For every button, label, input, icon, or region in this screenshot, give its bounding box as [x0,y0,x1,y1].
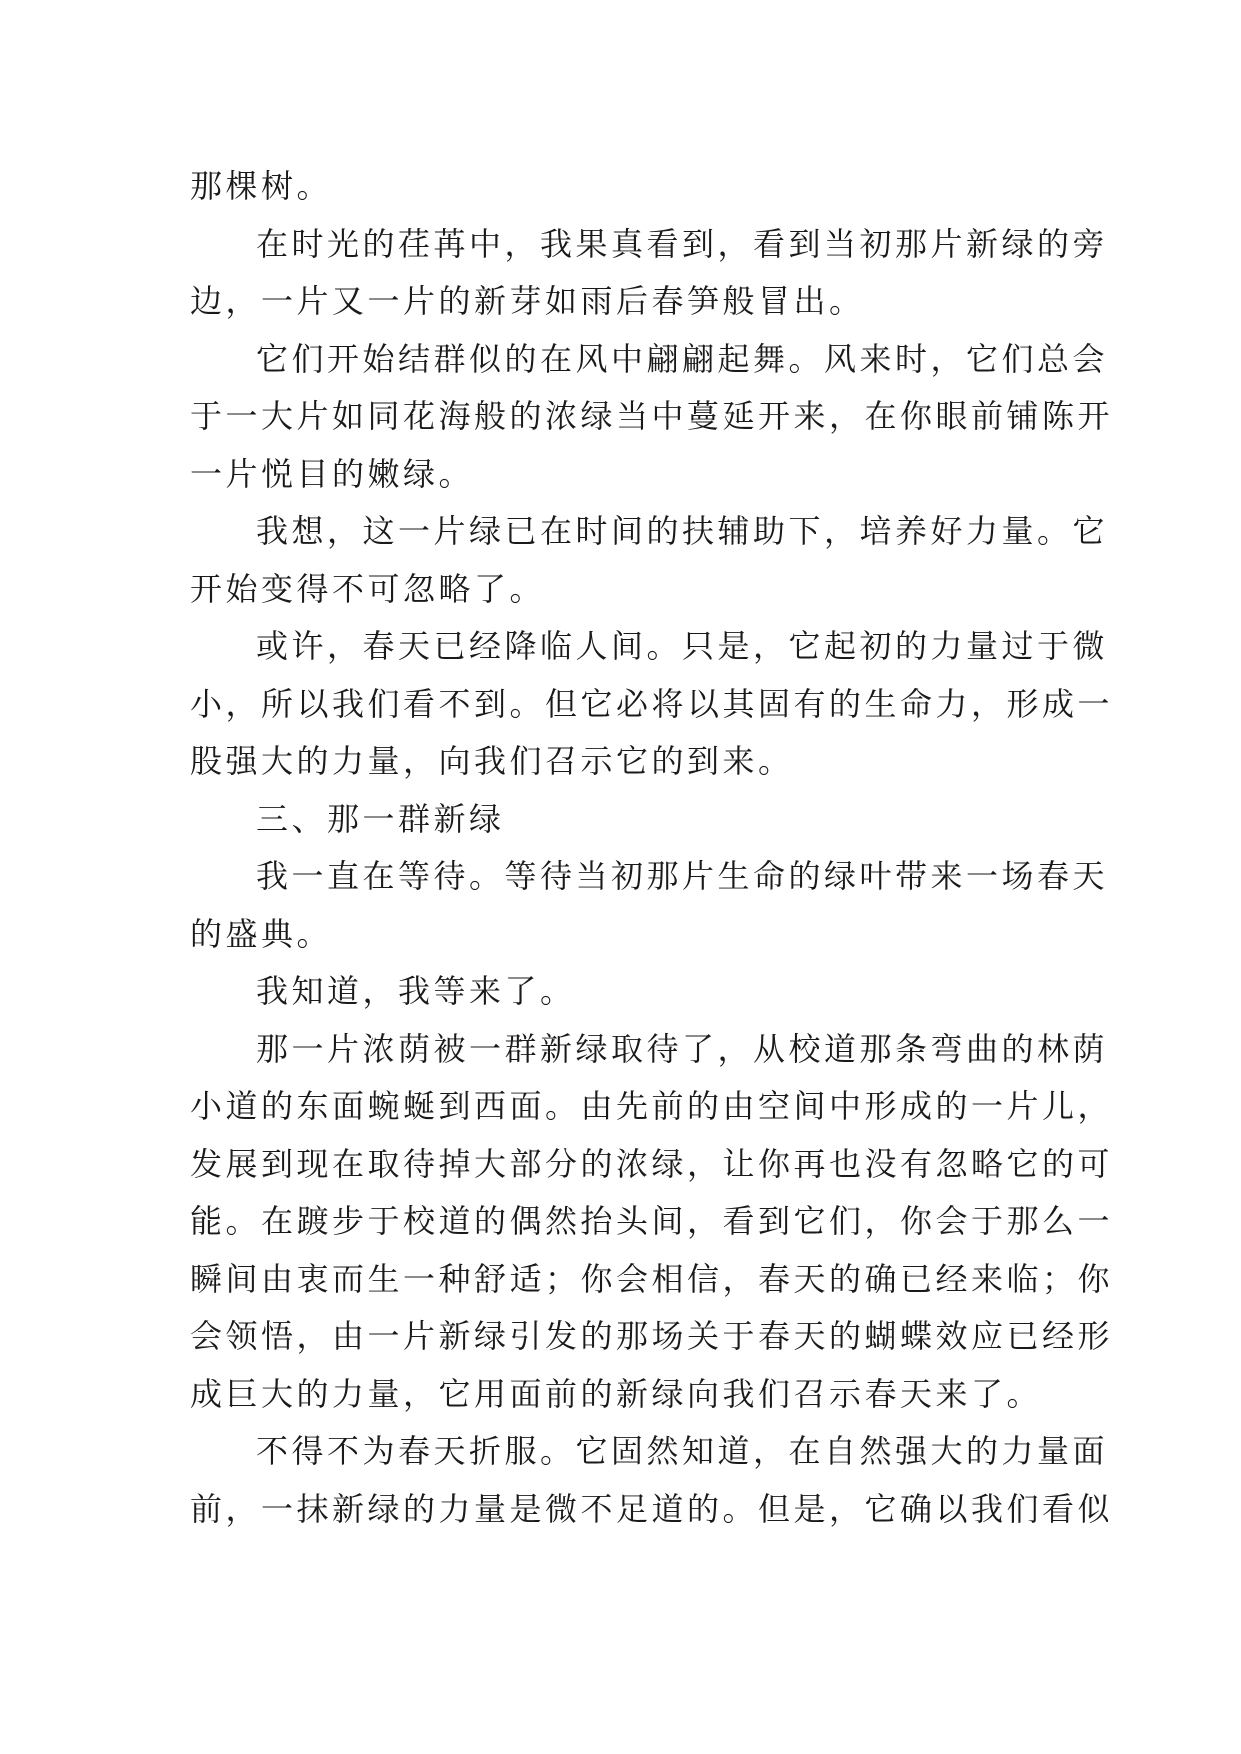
text-line: 我一直在等待。等待当初那片生命的绿叶带来一场春天 [256,857,1109,895]
document-body [190,158,1114,1538]
text-line: 在时光的荏苒中，我果真看到，看到当初那片新绿的旁 [256,224,1109,263]
text-line: 三、那一群新绿 [256,799,505,838]
text-line: 小，所以我们看不到。但它必将以其固有的生命力，形成一 [190,684,1114,723]
text-line: 那棵树。 [190,167,333,205]
text-line: 瞬间由衷而生一种舒适；你会相信，春天的确已经来临；你 [190,1259,1114,1298]
text-line: 股强大的力量，向我们召示它的到来。 [190,742,794,780]
text-line: 我想，这一片绿已在时间的扶辅助下，培养好力量。它 [256,512,1109,550]
text-line: 不得不为春天折服。它固然知道，在自然强大的力量面 [256,1432,1109,1470]
text-line: 会领悟，由一片新绿引发的那场关于春天的蝴蝶效应已经形 [190,1317,1114,1355]
text-line: 成巨大的力量，它用面前的新绿向我们召示春天来了。 [190,1374,1043,1413]
text-line: 发展到现在取待掉大部分的浓绿，让你再也没有忽略它的可 [190,1144,1114,1183]
text-line: 一片悦目的嫩绿。 [190,454,475,493]
text-line: 那一片浓荫被一群新绿取待了，从校道那条弯曲的林荫 [256,1029,1109,1068]
text-line: 开始变得不可忽略了。 [190,569,546,608]
text-line: 我知道，我等来了。 [256,972,576,1010]
text-line: 小道的东面蜿蜒到西面。由先前的由空间中形成的一片儿， [190,1087,1114,1125]
text-line: 它们开始结群似的在风中翩翩起舞。风来时，它们总会 [256,339,1109,378]
text-line: 能。在踱步于校道的偶然抬头间，看到它们，你会于那么一 [190,1202,1114,1240]
text-line: 边，一片又一片的新芽如雨后春笋般冒出。 [190,282,865,320]
text-line: 的盛典。 [190,914,333,953]
text-line: 或许，春天已经降临人间。只是，它起初的力量过于微 [256,627,1109,665]
text-line: 前，一抹新绿的力量是微不足道的。但是，它确以我们看似 [190,1489,1114,1528]
text-line: 于一大片如同花海般的浓绿当中蔓延开来，在你眼前铺陈开 [190,397,1114,435]
